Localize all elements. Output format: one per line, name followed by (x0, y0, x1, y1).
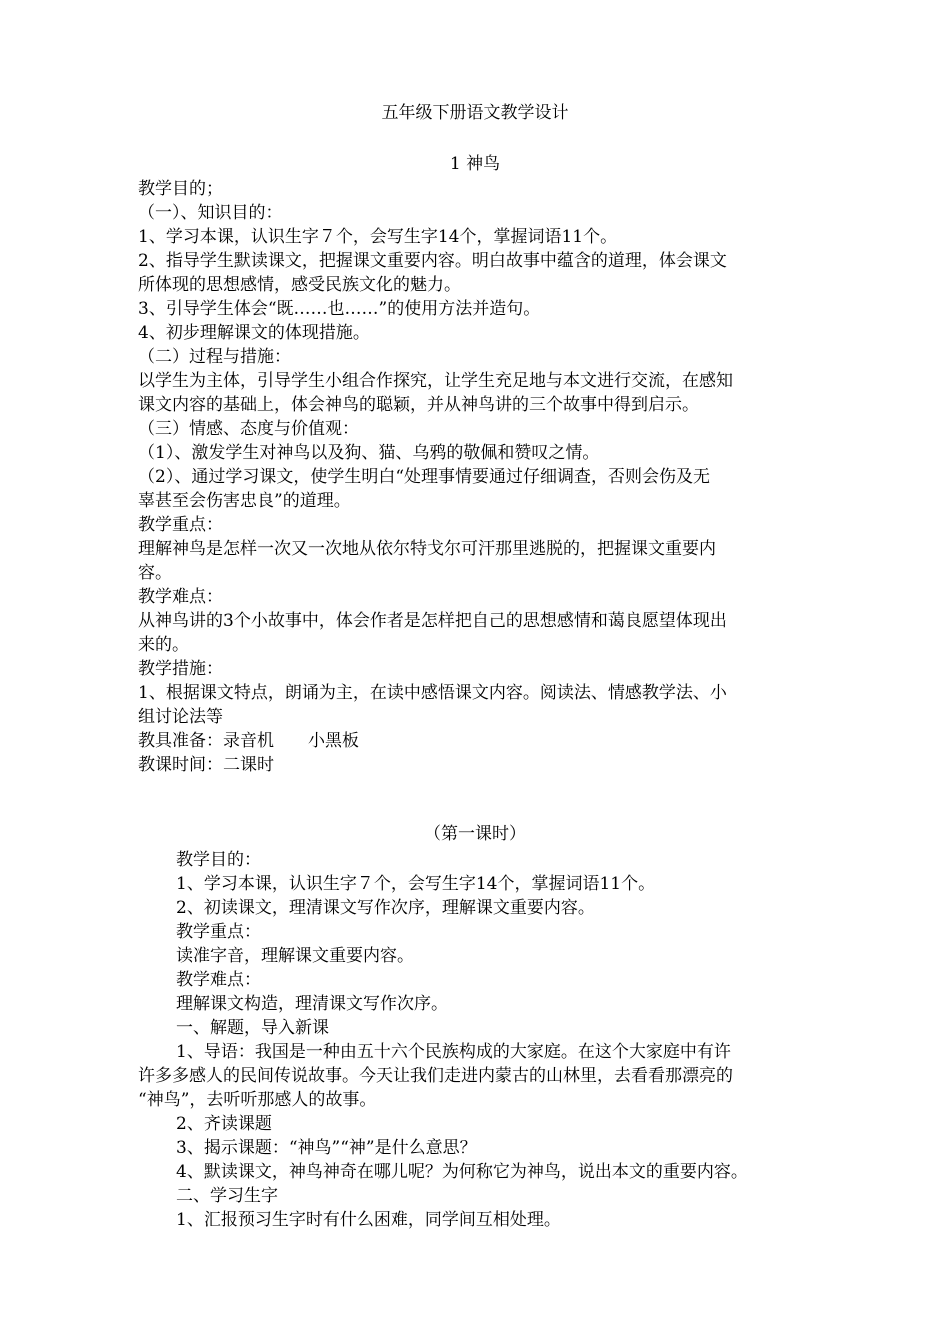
overview-line: 3、引导学生体会“既……也……”的使用方法并造句。 (138, 299, 541, 319)
overview-line: 从神鸟讲的3个小故事中，体会作者是怎样把自己的思想感情和蔼良愿望体现出 (138, 611, 727, 631)
overview-line: 1、根据课文特点，朗诵为主，在读中感悟课文内容。阅读法、情感教学法、小 (138, 683, 727, 703)
overview-line: 来的。 (138, 635, 189, 655)
period-line: 1、汇报预习生字时有什么困难，同学间互相处理。 (176, 1210, 561, 1230)
overview-line: 教学重点： (138, 515, 223, 535)
overview-line: 4、初步理解课文的体现措施。 (138, 323, 370, 343)
overview-line: 理解神鸟是怎样一次又一次地从依尔特戈尔可汗那里逃脱的，把握课文重要内 (138, 539, 716, 559)
period-title: （第一课时） (424, 824, 526, 844)
overview-line: （一）、知识目的： (138, 203, 283, 223)
overview-line: 组讨论法等 (138, 707, 223, 727)
overview-line: 1、学习本课，认识生字７个，会写生字14个，掌握词语11个。 (138, 227, 618, 247)
overview-line: （1）、激发学生对神鸟以及狗、猫、乌鸦的敬佩和赞叹之情。 (138, 443, 600, 463)
period-line: 理解课文构造，理清课文写作次序。 (176, 994, 448, 1014)
overview-line: （2）、通过学习课文，使学生明白“处理事情要通过仔细调查，否则会伤及无 (138, 467, 711, 487)
period-line: 2、初读课文，理清课文写作次序，理解课文重要内容。 (176, 898, 595, 918)
period-line: 教学目的： (176, 850, 261, 870)
document-title: 五年级下册语文教学设计 (381, 103, 569, 123)
overview-line: 教具准备：录音机 小黑板 (138, 731, 359, 751)
period-line: 教学难点： (176, 970, 261, 990)
period-line: 4、默读课文，神鸟神奇在哪儿呢？为何称它为神鸟，说出本文的重要内容。 (176, 1162, 748, 1182)
period-line: 一、解题，导入新课 (176, 1018, 329, 1038)
overview-line: 容。 (138, 563, 172, 583)
lesson-title: 1 神鸟 (449, 154, 501, 174)
overview-line: 辜甚至会伤害忠良”的道理。 (138, 491, 351, 511)
period-line: 二、学习生字 (176, 1186, 278, 1206)
overview-line: 课文内容的基础上，体会神鸟的聪颖，并从神鸟讲的三个故事中得到启示。 (138, 395, 699, 415)
period-line: 教学重点： (176, 922, 261, 942)
overview-line: 2、指导学生默读课文，把握课文重要内容。明白故事中蕴含的道理，体会课文 (138, 251, 727, 271)
overview-line: （三）情感、态度与价值观： (138, 419, 359, 439)
period-line: 读准字音，理解课文重要内容。 (176, 946, 414, 966)
period-line: 3、揭示课题：“神鸟”“神”是什么意思？ (176, 1138, 477, 1158)
overview-line: 以学生为主体，引导学生小组合作探究，让学生充足地与本文进行交流，在感知 (138, 371, 733, 391)
overview-line: 教学目的； (138, 179, 223, 199)
overview-line: 教课时间：二课时 (138, 755, 274, 775)
period-line: 1、导语：我国是一种由五十六个民族构成的大家庭。在这个大家庭中有许 (176, 1042, 731, 1062)
overview-line: （二）过程与措施： (138, 347, 291, 367)
period-line: 1、学习本课，认识生字７个，会写生字14个，掌握词语11个。 (176, 874, 656, 894)
overview-line: 教学措施： (138, 659, 223, 679)
overview-line: 教学难点： (138, 587, 223, 607)
period-line: “神鸟”，去听听那感人的故事。 (138, 1090, 377, 1110)
overview-line: 所体现的思想感情，感受民族文化的魅力。 (138, 275, 461, 295)
period-line: 许多多感人的民间传说故事。今天让我们走进内蒙古的山林里，去看看那漂亮的 (138, 1066, 733, 1086)
period-line: 2、齐读课题 (176, 1114, 272, 1134)
